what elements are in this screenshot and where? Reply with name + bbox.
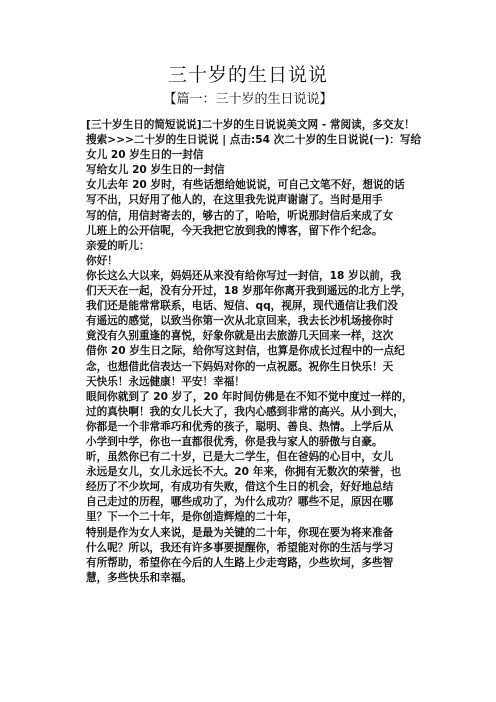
body-line: 们天天在一起，没有分开过，18 岁那年你离开我到遥远的北方上学， [86,285,412,298]
body-line: 竟没有久别重逢的喜悦，好象你就是出去旅游几天回来一样，这次 [86,330,394,343]
body-line: 什么呢？所以，我还有许多事要提醒你，希望能对你的生活与学习 [86,541,394,554]
body-line: 特别是作为女人来说，是最为关键的二十年，你现在要为将来准备 [86,526,394,539]
body-line: 念，也想借此信表达一下妈妈对你的一点祝愿。祝你生日快乐！天 [86,360,394,373]
document-title: 三十岁的生日说说 [167,64,328,86]
body-line: 写的信，用信封寄去的，够古的了，哈哈，听说那封信后来成了女 [86,209,394,222]
body-line: 儿班上的公开信呢，今天我把它放到我的博客，留下作个纪念。 [86,224,383,237]
body-line: 借你 20 岁生日之际，给你写这封信，也算是你成长过程中的一点纪 [86,345,405,358]
body-line: 过的真快啊！我的女儿长大了，我内心感到非常的高兴。从小到大， [86,405,404,418]
body-line: 我们还是能常常联系，电话、短信、qq，视屏，现代通信让我们没 [86,300,398,313]
body-line: 自己走过的历程，哪些成功了，为什么成功？哪些不足，原因在哪 [86,496,394,509]
body-line: 小学到中学，你也一直都很优秀，你是我与家人的骄傲与自豪。 [86,435,383,448]
body-line: 女儿去年 20 岁时，有些话想给她说说，可自己文笔不好，想说的话 [86,179,405,192]
body-line: 亲爱的昕儿： [86,239,150,252]
body-line: 永远是女儿，女儿永远长不大。20 年来，你拥有无数次的荣誉，也 [86,466,402,479]
body-line: 里？下一个二十年，是你创造辉煌的二十年， [86,511,298,524]
body-line: [三十岁生日的简短说说]二十岁的生日说说美文网 - 常阅读，多交友！ [86,119,415,131]
body-line: 眼间你就到了 20 岁了，20 年时间仿佛是在不知不觉中度过一样的， [86,390,413,403]
body-line: 你都是一个非常乖巧和优秀的孩子，聪明、善良、热情。上学后从 [86,420,394,433]
body-line: 天快乐！永远健康！平安！幸福！ [86,375,245,388]
body-line: 有所帮助，希望你在今后的人生路上少走弯路，少些坎坷，多些智 [86,556,394,569]
document-body [86,118,446,586]
body-line: 有遥远的感觉，以致当你第一次从北京回来，我去长沙机场接你时 [86,315,394,328]
body-line: 昕，虽然你已有二十岁，已是大二学生，但在爸妈的心目中，女儿 [86,451,394,464]
body-line: 写不出，只好用了他人的，在这里我先说声谢谢了。当时是用手 [86,194,383,207]
body-line: 女儿 20 岁生日的一封信 [86,149,204,162]
document-subtitle: 【篇一：三十岁的生日说说】 [163,92,333,107]
body-line: 搜索>>>二十岁的生日说说 | 点击:54 次二十岁的生日说说(一)：写给 [86,134,422,147]
body-line: 你长这么大以来，妈妈还从来没有给你写过一封信，18 岁以前，我 [86,269,402,282]
body-line: 写给女儿 20 岁生日的一封信 [86,164,225,177]
body-line: 你好！ [86,254,118,267]
body-line: 经历了不少坎坷，有成功有失败，借这个生日的机会，好好地总结 [86,481,394,494]
body-line: 慧，多些快乐和幸福。 [86,571,192,584]
